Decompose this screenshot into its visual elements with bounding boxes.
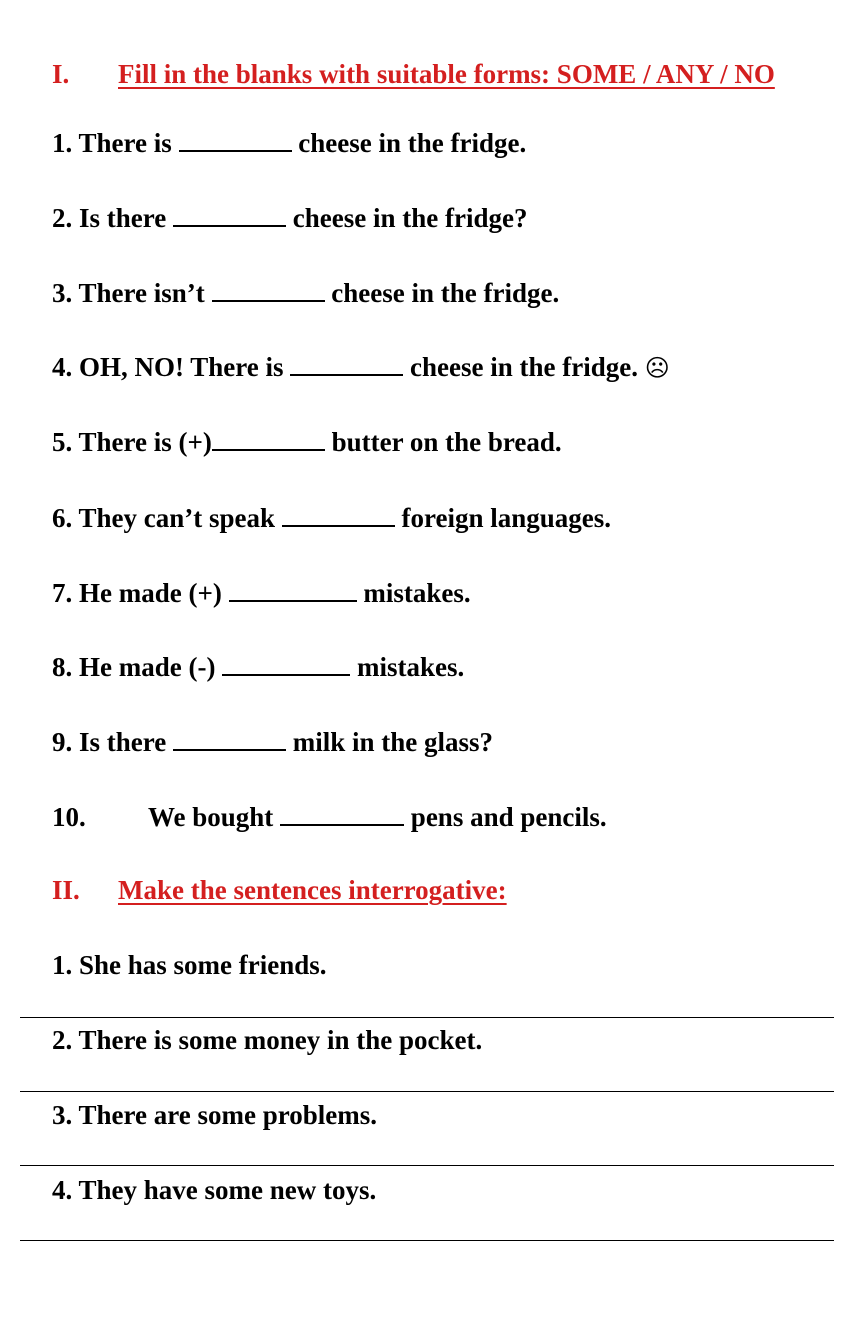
item-7-before: 7. He made (+) bbox=[52, 578, 222, 608]
section-1-heading bbox=[52, 57, 775, 91]
item-6-blank[interactable] bbox=[282, 499, 395, 527]
exercise-item-10 bbox=[52, 798, 607, 834]
item-6-before: 6. They can’t speak bbox=[52, 503, 276, 533]
item-2-blank[interactable] bbox=[173, 199, 286, 227]
item-6-after: foreign languages. bbox=[401, 503, 612, 533]
item-1-before: 1. There is bbox=[52, 128, 172, 158]
item-9-before: 9. Is there bbox=[52, 727, 167, 757]
item-4-before: 4. OH, NO! There is bbox=[52, 352, 284, 382]
item-3-after: cheese in the fridge. bbox=[331, 278, 560, 308]
item-5-blank[interactable] bbox=[212, 423, 325, 451]
interrogative-item-3: 3. There are some problems. bbox=[52, 1100, 377, 1130]
exercise-item-2 bbox=[52, 199, 527, 235]
answer-line-4[interactable] bbox=[20, 1240, 834, 1241]
exercise-item-1 bbox=[52, 124, 526, 160]
exercise-item-5 bbox=[52, 423, 562, 459]
section-1-title: Fill in the blanks with suitable forms: SOME / ANY / NO bbox=[118, 59, 775, 89]
exercise-item-8 bbox=[52, 648, 464, 684]
item-10-blank[interactable] bbox=[280, 798, 404, 826]
interrogative-item-4: 4. They have some new toys. bbox=[52, 1175, 377, 1205]
item-8-after: mistakes. bbox=[356, 652, 465, 682]
item-3-before: 3. There isn’t bbox=[52, 278, 205, 308]
item-10-number: 10. bbox=[52, 802, 86, 832]
item-2-before: 2. Is there bbox=[52, 203, 167, 233]
item-5-before: 5. There is (+) bbox=[52, 427, 212, 457]
answer-line-1[interactable] bbox=[20, 1017, 834, 1018]
item-10-before: We bought bbox=[148, 802, 274, 832]
item-4-after: cheese in the fridge. bbox=[410, 352, 638, 382]
item-5-after: butter on the bread. bbox=[331, 427, 562, 457]
exercise-item-7 bbox=[52, 574, 471, 610]
item-8-before: 8. He made (-) bbox=[52, 652, 216, 682]
item-1-blank[interactable] bbox=[179, 124, 292, 152]
exercise-item-9 bbox=[52, 723, 493, 759]
exercise-item-4 bbox=[52, 348, 670, 385]
item-2-after: cheese in the fridge? bbox=[292, 203, 528, 233]
exercise-item-3 bbox=[52, 274, 559, 310]
item-3-blank[interactable] bbox=[212, 274, 325, 302]
section-2-numeral: II. bbox=[52, 875, 80, 905]
answer-line-2[interactable] bbox=[20, 1091, 834, 1092]
interrogative-item-2: 2. There is some money in the pocket. bbox=[52, 1025, 483, 1055]
section-2-heading bbox=[52, 873, 507, 907]
item-8-blank[interactable] bbox=[222, 648, 350, 676]
section-1-numeral: I. bbox=[52, 59, 70, 89]
sad-face-icon: ☹ bbox=[644, 354, 670, 382]
item-7-after: mistakes. bbox=[363, 578, 471, 608]
answer-line-3[interactable] bbox=[20, 1165, 834, 1166]
interrogative-item-1: 1. She has some friends. bbox=[52, 950, 327, 980]
item-7-blank[interactable] bbox=[229, 574, 357, 602]
item-10-after: pens and pencils. bbox=[410, 802, 607, 832]
item-9-blank[interactable] bbox=[173, 723, 286, 751]
item-9-after: milk in the glass? bbox=[292, 727, 494, 757]
section-2-title: Make the sentences interrogative: bbox=[118, 875, 507, 905]
item-4-blank[interactable] bbox=[290, 348, 403, 376]
exercise-item-6 bbox=[52, 499, 611, 535]
item-1-after: cheese in the fridge. bbox=[298, 128, 527, 158]
